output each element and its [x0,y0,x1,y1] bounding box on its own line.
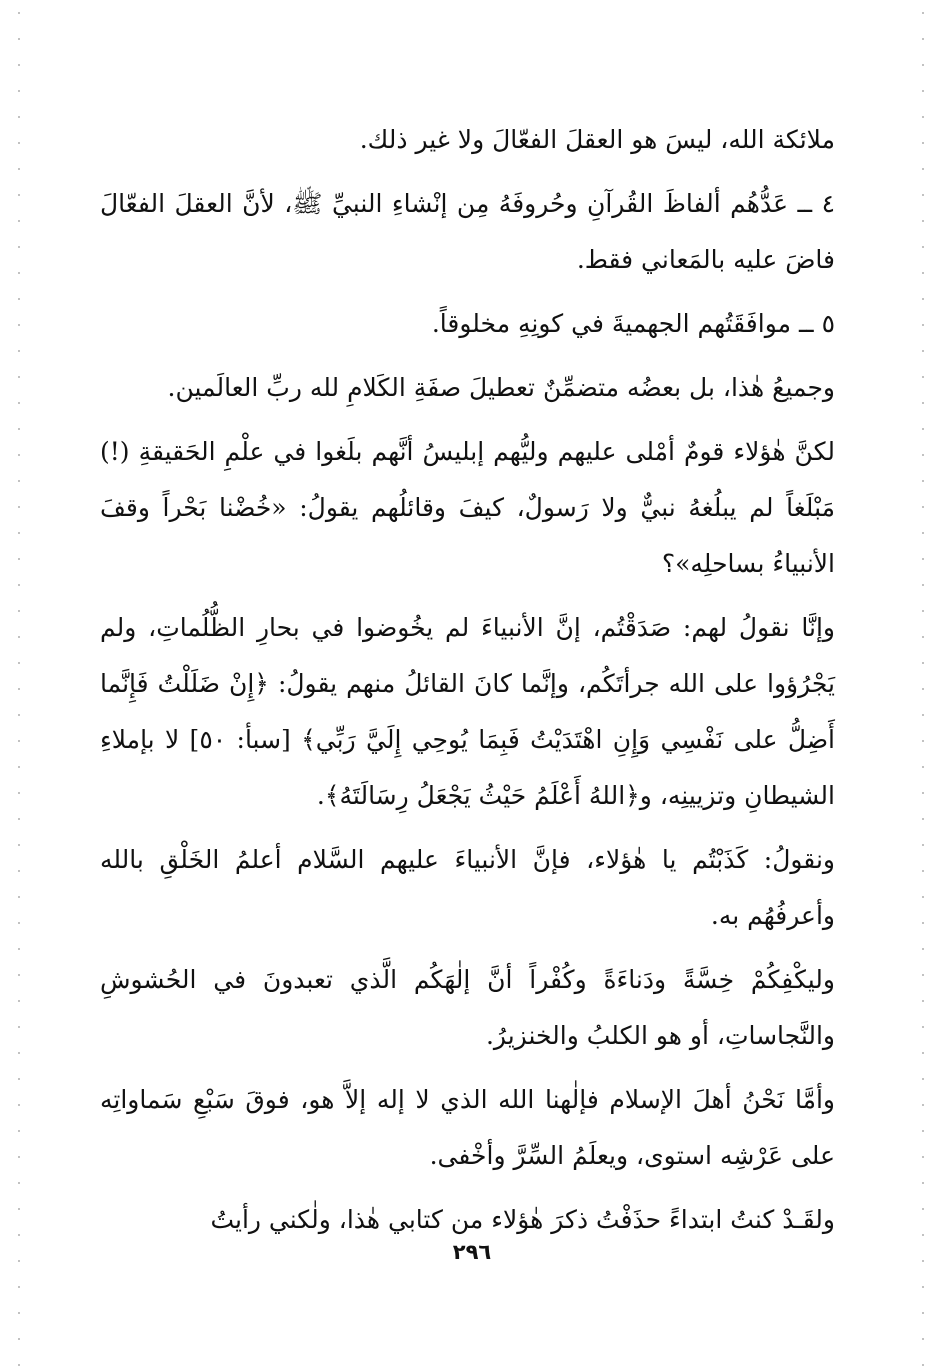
paragraph-2: ٤ ــ عَدُّهُم ألفاظَ القُرآنِ وحُروفَهُ مِن إنْشاءِ النبيِّ ﷺ، لأنَّ العقلَ الفعّالَ فاضَ عليه بالمَعاني فقط. [100,189,835,274]
paragraph-10: ولقَـدْ كنتُ ابتداءً حذَفْتُ ذكرَ هٰؤلاء من كتابي هٰذا، ولٰكني رأيتُ [210,1205,835,1234]
body-text [100,112,835,1248]
paragraph-3: ٥ ــ موافَقَتُهم الجهميةَ في كونِهِ مخلوقاً. [431,309,835,338]
right-margin-scan-marks [922,0,924,1370]
paragraph-4: وجميعُ هٰذا، بل بعضُه متضمِّنٌ تعطيلَ صفَةِ الكَلامِ لله ربِّ العالَمين. [167,373,835,402]
page-number: ٢٩٦ [452,1240,492,1264]
paragraph-5: لكنَّ هٰؤلاء قومٌ أمْلى عليهم وليُّهم إبليسُ أنَّهم بلَغوا في علْمِ الحَقيقةِ (!) مَبْلَغاً لم يبلُغهُ نبيٌّ ولا رَسولٌ، كيفَ وقائلُهم يقولُ: «خُضْنا بَحْراً وقفَ الأنبياءُ بساحلِه»؟ [100,437,835,578]
paragraph-1: ملائكة الله، ليسَ هو العقلَ الفعّالَ ولا غير ذلك. [359,125,835,154]
paragraph-9: وأمَّا نَحْنُ أهلَ الإسلام فإلٰهنا الله الذي لا إله إلاَّ هو، فوقَ سَبْعِ سَماواتِه على عَرْشِه استوى، ويعلَمُ السِّرَّ وأخْفى. [100,1085,835,1170]
paragraph-6: وإنَّا نقولُ لهم: صَدَقْتُم، إنَّ الأنبياءَ لم يخُوضوا في بحارِ الظُّلُماتِ، ولم يَجْرُؤوا على الله جرأتَكُم، وإنَّما كانَ القائلُ منهم يقولُ: ﴿إِنْ ضَلَلْتُ فَإِنَّما أَضِلُّ على نَفْسِي وَإِنِ اهْتَدَيْتُ فَبِمَا يُوحِي إِلَيَّ رَبِّي﴾ [سبأ: ٥٠] لا بإملاءِ الشيطانِ وتزيينِه، و﴿اللهُ أَعْلَمُ حَيْثُ يَجْعَلُ رِسَالَتَهُ﴾. [100,613,836,810]
paragraph-7: ونقولُ: كَذَبْتُم يا هٰؤلاء، فإنَّ الأنبياءَ عليهم السَّلام أعلمُ الخَلْقِ بالله وأعرفُهُم به. [100,845,835,930]
left-margin-scan-marks [18,0,20,1370]
paragraph-8: وليكْفِكُمْ خِسَّةً ودَناءَةً وكُفْراً أنَّ إلٰهَكُم الَّذي تعبدونَ في الحُشوشِ والنَّجاساتِ، أو هو الكلبُ والخنزيرُ. [100,965,835,1050]
